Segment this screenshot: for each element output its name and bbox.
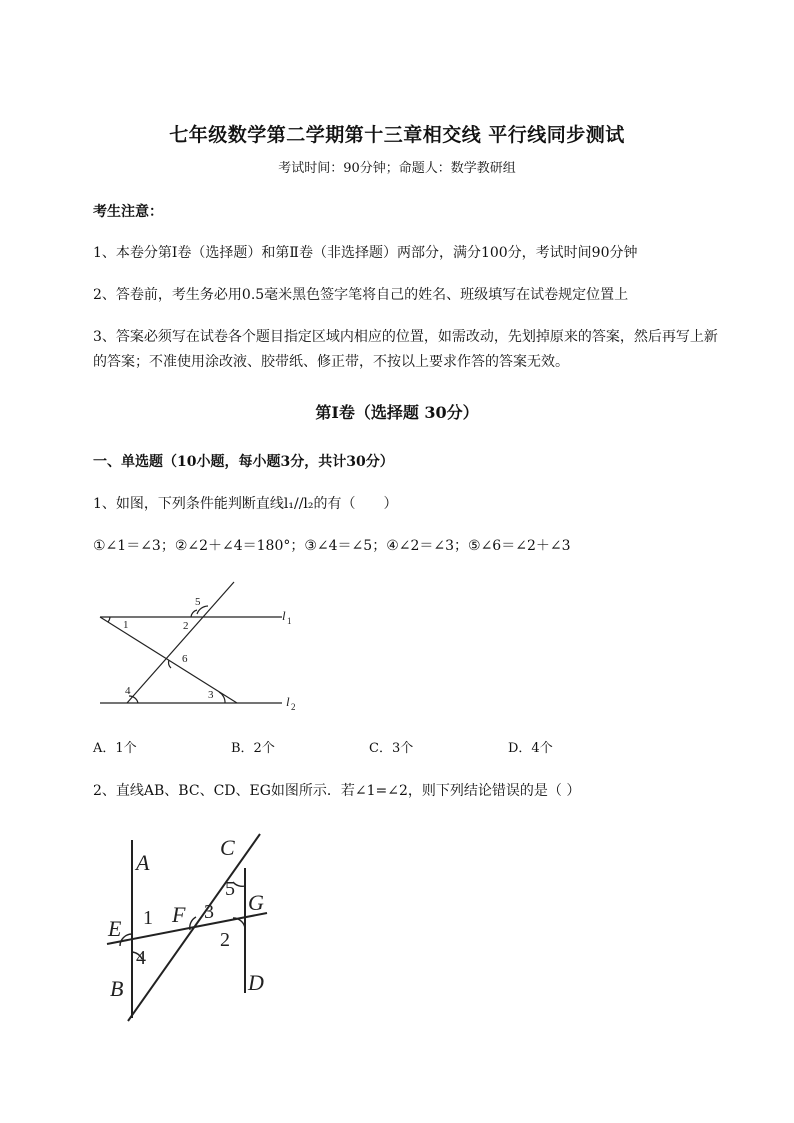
- q1-option-b[interactable]: B．2个: [231, 741, 275, 756]
- angle-2-label: 2: [220, 929, 230, 951]
- point-c-label: C: [220, 835, 235, 860]
- point-b-label: B: [110, 976, 124, 1001]
- q1-option-d[interactable]: D．4个: [508, 741, 553, 756]
- angle-4-label: 4: [136, 947, 146, 969]
- angle-2-arc: [191, 610, 197, 617]
- q2-figure: [100, 828, 280, 1028]
- point-f-label: F: [172, 902, 186, 927]
- q1-option-a[interactable]: A．1个: [93, 741, 137, 756]
- angle-3-arc: [219, 692, 225, 703]
- q1-conditions: ①∠1＝∠3；②∠2＋∠4＝180°；③∠4＝∠5；④∠2＝∠3；⑤∠6＝∠2＋∠3: [93, 538, 571, 554]
- q2-stem: 2、直线AB、BC、CD、EG如图所示．若∠1=∠2，则下列结论错误的是（ ）: [93, 783, 581, 799]
- notice-heading: 考生注意：: [93, 204, 163, 220]
- angle-3-label: 3: [204, 901, 214, 923]
- section-title: 第I卷（选择题 30分）: [315, 403, 479, 422]
- angle-3-label: 3: [208, 689, 214, 701]
- angle-5-label: 5: [225, 878, 235, 900]
- q1-stem: 1、如图，下列条件能判断直线l₁//l₂的有（ ）: [93, 496, 398, 512]
- angle-4-label: 4: [125, 685, 131, 697]
- part-heading: 一、单选题（10小题，每小题3分，共计30分）: [93, 454, 394, 470]
- angle-6-label: 6: [182, 653, 188, 665]
- point-g-label: G: [248, 890, 264, 915]
- notice-item-3-cont: 的答案；不准使用涂改液、胶带纸、修正带，不按以上要求作答的答案无效。: [93, 354, 569, 370]
- point-e-label: E: [108, 916, 122, 941]
- q1-figure: [90, 578, 310, 718]
- l2-subscript: 2: [291, 702, 296, 712]
- angle-5-label: 5: [195, 596, 201, 608]
- angle-2-label: 2: [183, 620, 189, 632]
- angle-1-label: 1: [123, 619, 129, 631]
- l2-label: l: [286, 694, 290, 709]
- l1-label: l: [282, 608, 286, 623]
- angle-1-label: 1: [143, 907, 153, 929]
- page-title: 七年级数学第二学期第十三章相交线 平行线同步测试: [169, 124, 625, 146]
- notice-item-1: 1、本卷分第I卷（选择题）和第Ⅱ卷（非选择题）两部分，满分100分，考试时间90分钟: [93, 245, 638, 261]
- transversal-2: [127, 582, 234, 703]
- point-a-label: A: [136, 850, 150, 875]
- angle-1-arc: [108, 617, 110, 622]
- notice-item-2: 2、答卷前，考生务必用0.5毫米黑色签字笔将自己的姓名、班级填写在试卷规定位置上: [93, 287, 629, 303]
- point-d-label: D: [248, 970, 264, 995]
- exam-info: 考试时间：90分钟；命题人：数学教研组: [278, 161, 516, 176]
- q1-option-c[interactable]: C．3个: [369, 741, 414, 756]
- notice-item-3: 3、答案必须写在试卷各个题目指定区域内相应的位置，如需改动，先划掉原来的答案，然后再写上新: [93, 329, 718, 345]
- l1-subscript: 1: [287, 616, 292, 626]
